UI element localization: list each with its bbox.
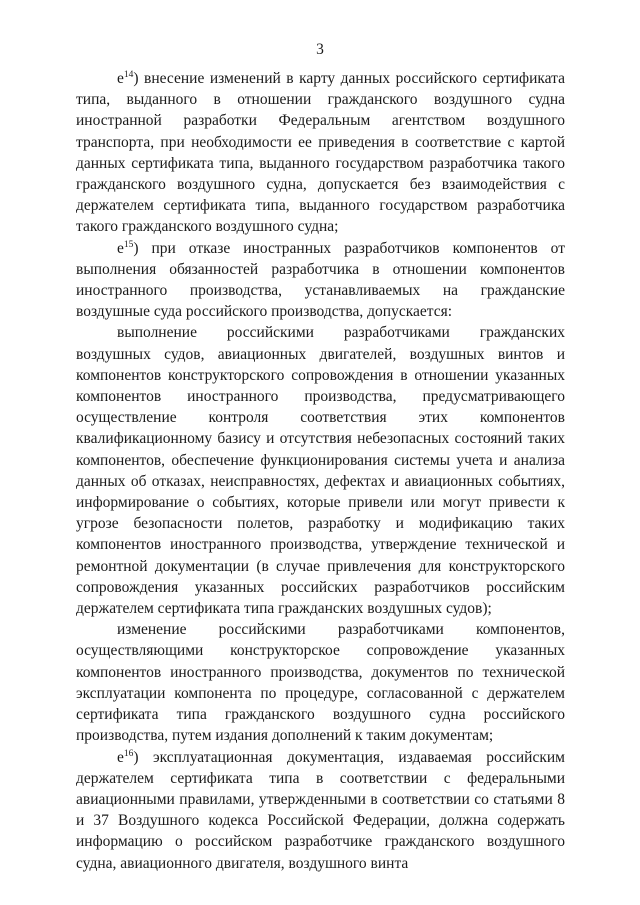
paragraph-e14	[76, 68, 565, 238]
item-letter: е	[117, 239, 124, 257]
paragraph-e15	[76, 238, 565, 323]
item-letter: е	[117, 70, 124, 87]
paragraph-support-performance	[76, 322, 565, 619]
document-body	[76, 68, 565, 874]
page-number: 3	[316, 41, 324, 58]
paragraph-text: изменение российскими разработчиками компонентов, осуществляющими конструкторское сопровождение указанных компонентов иностранного производства, документов по технической эксплуатации компонента по процедуре, согласованной с держателем сертификата типа гражданского воздушного судна российского производства, путем издания дополнений к таким документам;	[76, 621, 565, 745]
item-letter: е	[117, 748, 124, 766]
paragraph-text: ) эксплуатационная документация, издаваемая российским держателем сертификата типа в соответствии с федеральными авиационными правилами, утвержденными в соответствии со статьями 8 и 37 Воздушного кодекса Российской Федерации, должна содержать информацию о российском разработчике гражданского воздушного судна, авиационного двигателя, воздушного винта	[76, 748, 565, 872]
paragraph-text: ) при отказе иностранных разработчиков компонентов от выполнения обязанностей разработчика в отношении компонентов иностранного производства, устанавливаемых на гражданские воздушные суда российского производства, допускается:	[76, 239, 565, 321]
item-superscript: 16	[123, 748, 134, 759]
paragraph-text: выполнение российскими разработчиками гражданских воздушных судов, авиационных двигателей, воздушных винтов и компонентов конструкторского сопровождения в отношении указанных компонентов иностранного производства, предусматривающего осуществление контроля соответствия этих компонентов квалификационному базису и отсутствия небезопасных состояний таких компонентов, обеспечение функционирования системы учета и анализа данных об отказах, неисправностях, дефектах и авиационных событиях, информирование о событиях, которые привели или могут привести к угрозе безопасности полетов, разработку и модификацию таких компонентов иностранного производства, утверждение технической и ремонтной документации (в случае привлечения для конструкторского сопровождения указанных российских разработчиков российским держателем сертификата типа гражданских воздушных судов);	[76, 324, 565, 618]
item-superscript: 14	[123, 70, 134, 80]
paragraph-document-change	[76, 619, 565, 746]
paragraph-text: ) внесение изменений в карту данных российского сертификата типа, выданного в отношении гражданского воздушного судна иностранной разработки Федеральным агентством воздушного транспорта, при необходимости ее приведения в соответствие с картой данных сертификата типа, выданного государством разработчика такого гражданского воздушного судна, допускается без взаимодействия с держателем сертификата типа, выданного государством разработчика такого гражданского воздушного судна;	[76, 70, 565, 236]
paragraph-e16	[76, 747, 565, 874]
item-superscript: 15	[123, 239, 134, 250]
